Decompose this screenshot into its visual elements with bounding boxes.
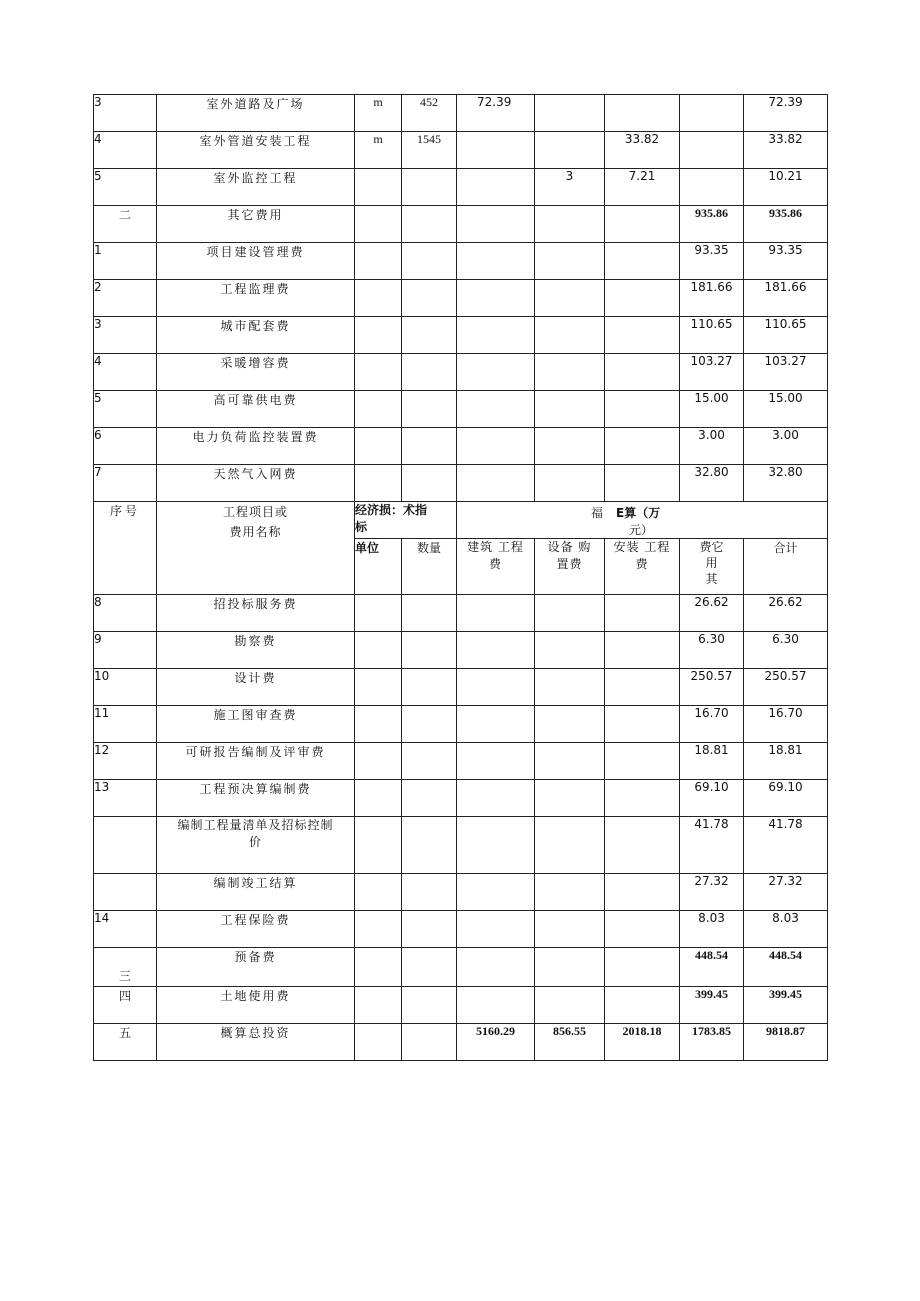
header-build-line2: 费 (488, 557, 502, 571)
table-row (94, 206, 828, 243)
row-total: 6.30 (744, 632, 828, 669)
table-row (94, 817, 828, 874)
row-name: 可研报告编制及评审费 (157, 743, 355, 780)
row-qty (402, 243, 457, 280)
row-name: 勘察费 (157, 632, 355, 669)
table-row (94, 243, 828, 280)
row-qty (402, 632, 457, 669)
row-build (457, 669, 535, 706)
row-other: 69.10 (680, 780, 744, 817)
row-name: 设计费 (157, 669, 355, 706)
header-budget-line2: 元） (629, 523, 654, 537)
row-name: 概算总投资 (157, 1024, 355, 1061)
row-unit (355, 780, 402, 817)
row-seq: 10 (94, 669, 157, 706)
table-row (94, 706, 828, 743)
row-install (605, 243, 680, 280)
row-name: 室外监控工程 (157, 169, 355, 206)
row-unit (355, 632, 402, 669)
row-total: 41.78 (744, 817, 828, 874)
row-seq: 14 (94, 911, 157, 948)
row-equip (535, 595, 605, 632)
table-row (94, 874, 828, 911)
row-qty (402, 911, 457, 948)
row-build (457, 817, 535, 874)
table-row (94, 132, 828, 169)
header-econ-line2: 标 (355, 520, 368, 534)
row-other: 15.00 (680, 391, 744, 428)
row-install (605, 911, 680, 948)
table-row (94, 780, 828, 817)
row-equip (535, 817, 605, 874)
row-qty (402, 391, 457, 428)
row-name: 工程预决算编制费 (157, 780, 355, 817)
row-equip (535, 911, 605, 948)
row-unit (355, 595, 402, 632)
row-build (457, 743, 535, 780)
row-seq (94, 817, 157, 874)
row-qty (402, 169, 457, 206)
row-other: 8.03 (680, 911, 744, 948)
row-equip (535, 317, 605, 354)
row-other: 18.81 (680, 743, 744, 780)
row-unit (355, 911, 402, 948)
header-budget-left: 福 (591, 506, 604, 520)
row-qty (402, 428, 457, 465)
row-total: 10.21 (744, 169, 828, 206)
row-qty (402, 780, 457, 817)
header-name-line1: 工程项目或 (222, 505, 288, 519)
row-total: 33.82 (744, 132, 828, 169)
table-row-total (94, 1024, 828, 1061)
row-build (457, 206, 535, 243)
row-equip (535, 243, 605, 280)
row-other: 250.57 (680, 669, 744, 706)
row-other: 110.65 (680, 317, 744, 354)
row-unit (355, 669, 402, 706)
row-other: 935.86 (680, 206, 744, 243)
row-equip (535, 132, 605, 169)
row-total: 3.00 (744, 428, 828, 465)
row-build (457, 911, 535, 948)
row-total: 448.54 (744, 948, 828, 987)
table-row (94, 669, 828, 706)
row-seq: 7 (94, 465, 157, 502)
row-install (605, 987, 680, 1024)
row-total: 8.03 (744, 911, 828, 948)
row-install: 7.21 (605, 169, 680, 206)
header-name (157, 502, 355, 595)
table-row (94, 465, 828, 502)
row-seq: 5 (94, 391, 157, 428)
row-install (605, 354, 680, 391)
table-row (94, 428, 828, 465)
header-budget (457, 502, 828, 539)
row-qty (402, 706, 457, 743)
row-install (605, 391, 680, 428)
row-total: 181.66 (744, 280, 828, 317)
header-equip (535, 539, 605, 595)
row-unit (355, 1024, 402, 1061)
row-install (605, 95, 680, 132)
row-other (680, 169, 744, 206)
row-unit (355, 743, 402, 780)
row-unit (355, 987, 402, 1024)
row-seq: 11 (94, 706, 157, 743)
row-install (605, 632, 680, 669)
table-row (94, 95, 828, 132)
row-name: 室外管道安装工程 (157, 132, 355, 169)
row-total: 93.35 (744, 243, 828, 280)
row-seq: 3 (94, 95, 157, 132)
row-qty: 452 (402, 95, 457, 132)
table-row (94, 911, 828, 948)
row-build (457, 428, 535, 465)
row-name: 其它费用 (157, 206, 355, 243)
row-other: 41.78 (680, 817, 744, 874)
row-install (605, 465, 680, 502)
row-other: 27.32 (680, 874, 744, 911)
row-unit (355, 874, 402, 911)
row-other (680, 95, 744, 132)
row-unit (355, 465, 402, 502)
row-build (457, 632, 535, 669)
row-other: 3.00 (680, 428, 744, 465)
row-seq: 8 (94, 595, 157, 632)
table-row (94, 948, 828, 987)
row-seq: 12 (94, 743, 157, 780)
row-seq: 9 (94, 632, 157, 669)
row-qty (402, 317, 457, 354)
row-seq: 4 (94, 132, 157, 169)
row-qty: 1545 (402, 132, 457, 169)
row-name: 工程保险费 (157, 911, 355, 948)
header-seq: 序号 (94, 502, 157, 595)
row-name: 工程监理费 (157, 280, 355, 317)
row-equip: 856.55 (535, 1024, 605, 1061)
row-install (605, 817, 680, 874)
row-build (457, 780, 535, 817)
header-other-line1: 费它 (699, 540, 724, 554)
table-row (94, 391, 828, 428)
header-build-line1: 建筑 工程 (467, 540, 524, 554)
row-build (457, 280, 535, 317)
row-qty (402, 987, 457, 1024)
row-equip (535, 669, 605, 706)
row-build (457, 948, 535, 987)
row-equip (535, 987, 605, 1024)
row-equip (535, 743, 605, 780)
row-build (457, 243, 535, 280)
header-qty: 数量 (402, 539, 457, 595)
row-install (605, 780, 680, 817)
row-name: 室外道路及广场 (157, 95, 355, 132)
table-row (94, 595, 828, 632)
table-row (94, 169, 828, 206)
header-install-line2: 费 (635, 557, 649, 571)
row-qty (402, 1024, 457, 1061)
row-equip (535, 95, 605, 132)
row-seq: 四 (94, 987, 157, 1024)
row-equip (535, 465, 605, 502)
row-unit (355, 706, 402, 743)
row-equip (535, 206, 605, 243)
row-total: 18.81 (744, 743, 828, 780)
header-other (680, 539, 744, 595)
row-qty (402, 817, 457, 874)
row-seq: 1 (94, 243, 157, 280)
row-seq: 13 (94, 780, 157, 817)
row-build (457, 987, 535, 1024)
row-install (605, 706, 680, 743)
row-qty (402, 948, 457, 987)
row-install (605, 206, 680, 243)
row-equip (535, 632, 605, 669)
table-row (94, 743, 828, 780)
row-total: 9818.87 (744, 1024, 828, 1061)
row-equip (535, 391, 605, 428)
header-econ-line1: 经济损：术指 (355, 503, 428, 517)
row-seq: 4 (94, 354, 157, 391)
row-seq: 2 (94, 280, 157, 317)
row-build (457, 169, 535, 206)
row-install: 2018.18 (605, 1024, 680, 1061)
row-name: 编制竣工结算 (157, 874, 355, 911)
row-seq: 三 (94, 948, 157, 987)
row-qty (402, 743, 457, 780)
row-equip (535, 874, 605, 911)
row-unit (355, 280, 402, 317)
row-name: 预备费 (157, 948, 355, 987)
row-other (680, 132, 744, 169)
row-build (457, 391, 535, 428)
header-name-line2: 费用名称 (229, 525, 282, 539)
row-equip (535, 948, 605, 987)
row-name-line1: 编制工程量清单及招标控制 (177, 818, 334, 832)
row-total: 103.27 (744, 354, 828, 391)
row-name: 高可靠供电费 (157, 391, 355, 428)
row-total: 27.32 (744, 874, 828, 911)
row-seq: 五 (94, 1024, 157, 1061)
row-seq: 6 (94, 428, 157, 465)
row-install (605, 280, 680, 317)
row-other: 26.62 (680, 595, 744, 632)
table-row (94, 987, 828, 1024)
row-name: 电力负荷监控装置费 (157, 428, 355, 465)
row-qty (402, 206, 457, 243)
row-total: 935.86 (744, 206, 828, 243)
row-other: 93.35 (680, 243, 744, 280)
table-row (94, 317, 828, 354)
row-name-line2: 价 (248, 835, 262, 849)
row-unit (355, 206, 402, 243)
row-unit (355, 948, 402, 987)
row-unit (355, 428, 402, 465)
row-other: 16.70 (680, 706, 744, 743)
row-equip (535, 280, 605, 317)
row-install (605, 743, 680, 780)
row-total: 250.57 (744, 669, 828, 706)
row-total: 399.45 (744, 987, 828, 1024)
table-row (94, 354, 828, 391)
row-total: 15.00 (744, 391, 828, 428)
row-total: 72.39 (744, 95, 828, 132)
table-header-row (94, 502, 828, 539)
row-total: 69.10 (744, 780, 828, 817)
row-name: 天然气入网费 (157, 465, 355, 502)
row-install: 33.82 (605, 132, 680, 169)
table-row (94, 632, 828, 669)
row-unit (355, 243, 402, 280)
row-build (457, 874, 535, 911)
row-unit: m (355, 95, 402, 132)
row-name: 施工图审查费 (157, 706, 355, 743)
row-qty (402, 874, 457, 911)
row-unit (355, 317, 402, 354)
row-equip (535, 354, 605, 391)
header-budget-line1: E算（万 (616, 506, 661, 520)
row-other: 103.27 (680, 354, 744, 391)
row-unit: m (355, 132, 402, 169)
row-install (605, 948, 680, 987)
row-equip (535, 428, 605, 465)
row-qty (402, 280, 457, 317)
row-qty (402, 465, 457, 502)
row-build (457, 317, 535, 354)
row-total: 110.65 (744, 317, 828, 354)
row-total: 26.62 (744, 595, 828, 632)
row-seq: 5 (94, 169, 157, 206)
row-equip: 3 (535, 169, 605, 206)
row-unit (355, 169, 402, 206)
row-total: 32.80 (744, 465, 828, 502)
header-install (605, 539, 680, 595)
row-name: 土地使用费 (157, 987, 355, 1024)
budget-table (93, 94, 828, 1061)
row-qty (402, 354, 457, 391)
row-other: 399.45 (680, 987, 744, 1024)
row-build (457, 132, 535, 169)
row-build (457, 465, 535, 502)
row-seq: 3 (94, 317, 157, 354)
row-total: 16.70 (744, 706, 828, 743)
row-other: 448.54 (680, 948, 744, 987)
row-install (605, 874, 680, 911)
row-other: 32.80 (680, 465, 744, 502)
header-unit: 单位 (355, 539, 402, 595)
row-unit (355, 391, 402, 428)
row-unit (355, 354, 402, 391)
header-equip-line1: 设备 购 (547, 540, 592, 554)
row-install (605, 428, 680, 465)
row-build: 72.39 (457, 95, 535, 132)
header-build (457, 539, 535, 595)
row-other: 6.30 (680, 632, 744, 669)
row-unit (355, 817, 402, 874)
row-build (457, 595, 535, 632)
row-install (605, 317, 680, 354)
row-build (457, 354, 535, 391)
row-equip (535, 780, 605, 817)
row-install (605, 595, 680, 632)
header-install-line1: 安装 工程 (613, 540, 671, 554)
row-name (157, 817, 355, 874)
row-qty (402, 595, 457, 632)
row-name: 招投标服务费 (157, 595, 355, 632)
row-build: 5160.29 (457, 1024, 535, 1061)
row-name: 项目建设管理费 (157, 243, 355, 280)
row-equip (535, 706, 605, 743)
row-seq (94, 874, 157, 911)
row-name: 采暖增容费 (157, 354, 355, 391)
row-install (605, 669, 680, 706)
row-other: 1783.85 (680, 1024, 744, 1061)
row-other: 181.66 (680, 280, 744, 317)
table-row (94, 280, 828, 317)
row-name: 城市配套费 (157, 317, 355, 354)
header-total: 合计 (744, 539, 828, 595)
header-equip-line2: 置费 (556, 557, 583, 571)
row-seq: 二 (94, 206, 157, 243)
row-qty (402, 669, 457, 706)
header-econ (355, 502, 457, 539)
header-other-line2: 用 (705, 556, 718, 570)
row-build (457, 706, 535, 743)
header-other-line3: 其 (705, 572, 718, 586)
